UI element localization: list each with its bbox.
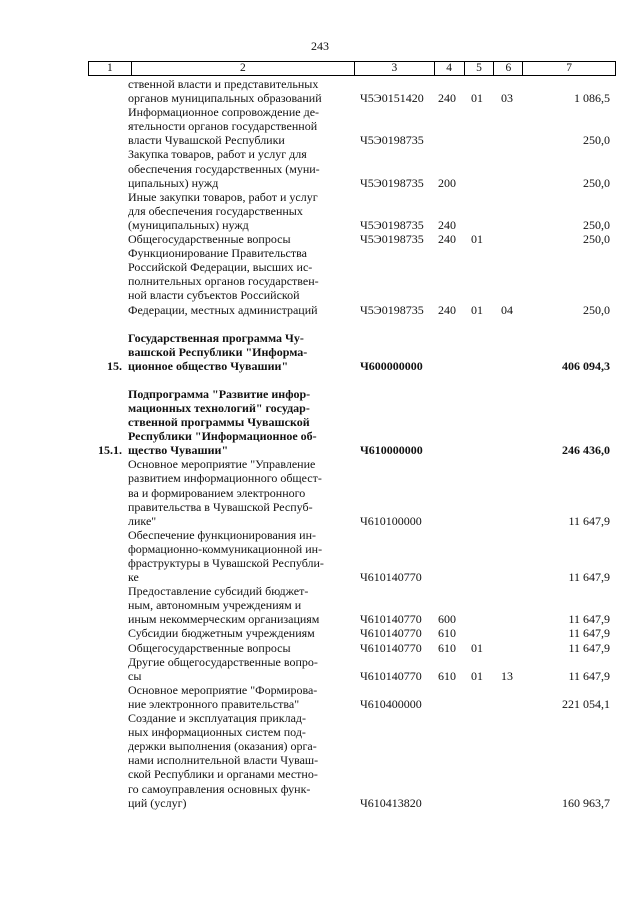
page-number: 243 (311, 39, 329, 53)
row-number: 15. (107, 358, 122, 373)
table-row (88, 711, 616, 810)
row-section: 01 (471, 668, 483, 683)
row-subsection: 04 (501, 302, 513, 317)
row-code: Ч610140770 (360, 612, 422, 627)
table-row (88, 190, 616, 232)
row-code: Ч5Э0198735 (360, 232, 424, 247)
row-section: 01 (471, 232, 483, 247)
row-section: 01 (471, 91, 483, 106)
row-code: Ч600000000 (360, 358, 423, 373)
row-name: Основное мероприятие "Формирова- ние электронного правительства" (128, 682, 318, 711)
row-section: 01 (471, 302, 483, 317)
table-row (88, 528, 616, 584)
row-code: Ч610140770 (360, 570, 422, 585)
row-name: Субсидии бюджетным учреждениям (128, 626, 315, 641)
row-amount: 250,0 (583, 133, 610, 148)
row-name: Основное мероприятие "Управление развитием информационного общест- ва и формированием электронного правительства в Чувашской Респуб- лике" (128, 457, 322, 528)
table-row (88, 457, 616, 527)
row-code: Ч5Э0151420 (360, 91, 424, 106)
row-amount: 11 647,9 (568, 570, 610, 585)
table-body (88, 77, 616, 810)
header-col-1: 1 (89, 62, 132, 75)
row-expense-type: 200 (438, 175, 456, 190)
row-expense-type: 610 (438, 668, 456, 683)
table-row (88, 77, 616, 105)
row-code: Ч5Э0198735 (360, 175, 424, 190)
header-col-7: 7 (566, 62, 573, 74)
row-code: Ч610140770 (360, 626, 422, 641)
table-row (88, 387, 616, 457)
row-code: Ч610100000 (360, 513, 422, 528)
row-spacer (88, 317, 616, 331)
row-amount: 250,0 (583, 302, 610, 317)
table-row (88, 655, 616, 683)
row-amount: 11 647,9 (568, 668, 610, 683)
header-col-3: 3 (355, 62, 435, 75)
row-code: Ч5Э0198735 (360, 217, 424, 232)
row-code: Ч610140770 (360, 640, 422, 655)
table-row (88, 683, 616, 711)
table-row (88, 246, 616, 316)
header-col-2: 2 (132, 62, 355, 75)
row-code: Ч5Э0198735 (360, 133, 424, 148)
row-amount: 11 647,9 (568, 640, 610, 655)
table-row (88, 584, 616, 626)
row-amount: 11 647,9 (568, 612, 610, 627)
row-section: 01 (471, 640, 483, 655)
table-row (88, 232, 616, 246)
table-row (88, 626, 616, 640)
row-name: Обеспечение функционирования ин- формационно-коммуникационной ин- фраструктуры в Чувашской Республи- ке (128, 527, 324, 585)
row-expense-type: 240 (438, 302, 456, 317)
table-row (88, 641, 616, 655)
row-spacer (88, 373, 616, 387)
row-amount: 250,0 (583, 175, 610, 190)
row-amount: 1 086,5 (574, 91, 610, 106)
row-expense-type: 240 (438, 232, 456, 247)
row-name: ственной власти и представительных органов муниципальных образований (128, 77, 322, 106)
row-name: Общегосударственные вопросы (128, 640, 291, 655)
row-expense-type: 240 (438, 91, 456, 106)
row-name: Создание и эксплуатация приклад- ных информационных систем под- держки выполнения (оказания) орга- нами исполнительной власти Чуваш- ской Республики и органами местно- го самоуправления основных функ- ций (услуг) (128, 711, 319, 810)
row-expense-type: 240 (438, 217, 456, 232)
row-amount: 250,0 (583, 232, 610, 247)
row-name: Иные закупки товаров, работ и услуг для обеспечения государственных (муниципальных) нужд (128, 189, 318, 232)
row-name: Государственная программа Чу- вашской Республики "Информа- ционное общество Чувашии" (128, 330, 308, 373)
row-amount: 250,0 (583, 217, 610, 232)
row-name: Другие общегосударственные вопро- сы (128, 654, 318, 683)
row-expense-type: 610 (438, 626, 456, 641)
row-amount: 160 963,7 (562, 795, 610, 810)
header-col-5: 5 (465, 62, 495, 75)
table-header (88, 61, 616, 76)
row-name: Общегосударственные вопросы (128, 232, 291, 247)
row-name: Функционирование Правительства Российской Федерации, высших ис- полнительных органов государствен- ной власти субъектов Российской Федерации, местных администраций (128, 246, 319, 317)
row-expense-type: 600 (438, 612, 456, 627)
row-amount: 221 054,1 (562, 696, 610, 711)
row-subsection: 03 (501, 91, 513, 106)
row-name: Подпрограмма "Развитие инфор- мационных технологий" государ- ственной программы Чувашской Республики "Информационное об- щество Чувашии" (128, 386, 317, 458)
header-col-4: 4 (435, 62, 465, 75)
row-code: Ч610000000 (360, 443, 423, 458)
table-row (88, 147, 616, 189)
row-code: Ч610400000 (360, 696, 422, 711)
row-amount: 406 094,3 (562, 358, 610, 373)
row-number: 15.1. (98, 443, 122, 458)
table-row (88, 331, 616, 373)
row-name: Предоставление субсидий бюджет- ным, автономным учреждениям и иным некоммерческим организациям (128, 584, 320, 627)
row-name: Информационное сопровождение де- ятельности органов государственной власти Чувашской Республики (128, 105, 320, 148)
row-amount: 11 647,9 (568, 626, 610, 641)
row-amount: 11 647,9 (568, 513, 610, 528)
row-expense-type: 610 (438, 640, 456, 655)
row-code: Ч610140770 (360, 668, 422, 683)
row-code: Ч5Э0198735 (360, 302, 424, 317)
row-name: Закупка товаров, работ и услуг для обеспечения государственных (муни- ципальных) нужд (128, 147, 320, 190)
row-code: Ч610413820 (360, 795, 422, 810)
row-subsection: 13 (501, 668, 513, 683)
header-col-6: 6 (494, 62, 523, 75)
row-amount: 246 436,0 (562, 443, 610, 458)
table-row (88, 105, 616, 147)
